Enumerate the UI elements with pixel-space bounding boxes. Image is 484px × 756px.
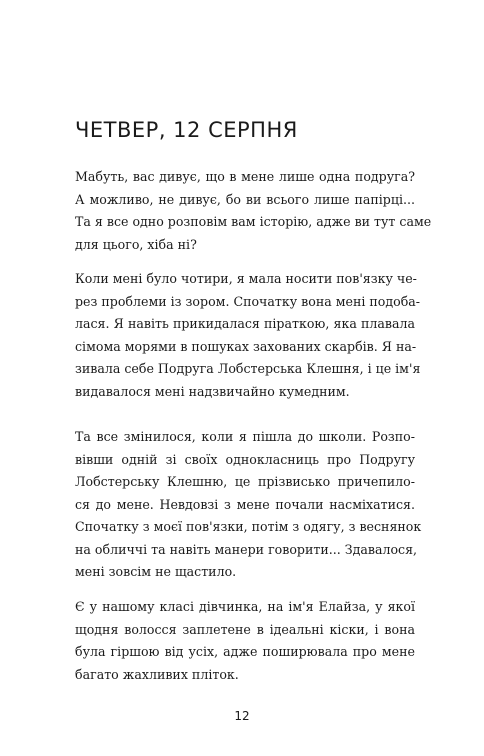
- text-line: Коли мені було чотири, я мала носити пов'язку че-: [75, 271, 417, 286]
- chapter-title: ЧЕТВЕР, 12 СЕРПНЯ: [75, 118, 298, 142]
- text-line: Лобстерську Клешню, це прізвисько причепило-: [75, 474, 415, 489]
- page-number: 12: [234, 709, 250, 723]
- text-line: Є у нашому класі дівчинка, на ім'я Елайза, у якої: [75, 599, 415, 614]
- paragraph-3: [75, 426, 422, 584]
- paragraph-2: [75, 268, 421, 403]
- text-line: А можливо, не дивує, бо ви всього лише папірці...: [75, 191, 415, 207]
- text-line: Та все змінилося, коли я пішла до школи. Розпо-: [75, 429, 415, 444]
- text-line: зивала себе Подруга Лобстерська Клешня, і це ім'я: [75, 361, 421, 376]
- text-line: щодня волосся заплетене в ідеальні кіски, і вона: [75, 621, 415, 637]
- text-line: рез проблеми із зором. Спочатку вона мені подоба-: [75, 293, 421, 309]
- text-line: Та я все одно розповім вам історію, адже ви тут саме: [75, 214, 432, 229]
- text-line: лася. Я навіть прикидалася піраткою, яка плавала: [75, 316, 415, 331]
- text-line: вівши одній зі своїх однокласниць про Подругу: [75, 451, 415, 467]
- text-line: для цього, хіба ні?: [75, 236, 197, 252]
- text-line: ся до мене. Невдовзі з мене почали насміхатися.: [75, 496, 415, 512]
- text-line: сімома морями в пошуках захованих скарбів. Я на-: [75, 338, 417, 354]
- text-line: Спочатку з моєї пов'язки, потім з одягу, з веснянок: [75, 519, 422, 534]
- text-line: була гіршою від усіх, адже поширювала про мене: [75, 644, 415, 659]
- text-line: мені зовсім не щастило.: [75, 564, 237, 579]
- paragraph-1: [75, 166, 432, 256]
- text-line: багато жахливих пліток.: [75, 666, 239, 682]
- text-line: видавалося мені надзвичайно кумедним.: [75, 383, 350, 399]
- text-line: на обличчі та навіть манери говорити... Здавалося,: [75, 541, 418, 557]
- paragraph-4: [75, 596, 415, 686]
- text-line: Мабуть, вас дивує, що в мене лише одна подруга?: [75, 169, 415, 184]
